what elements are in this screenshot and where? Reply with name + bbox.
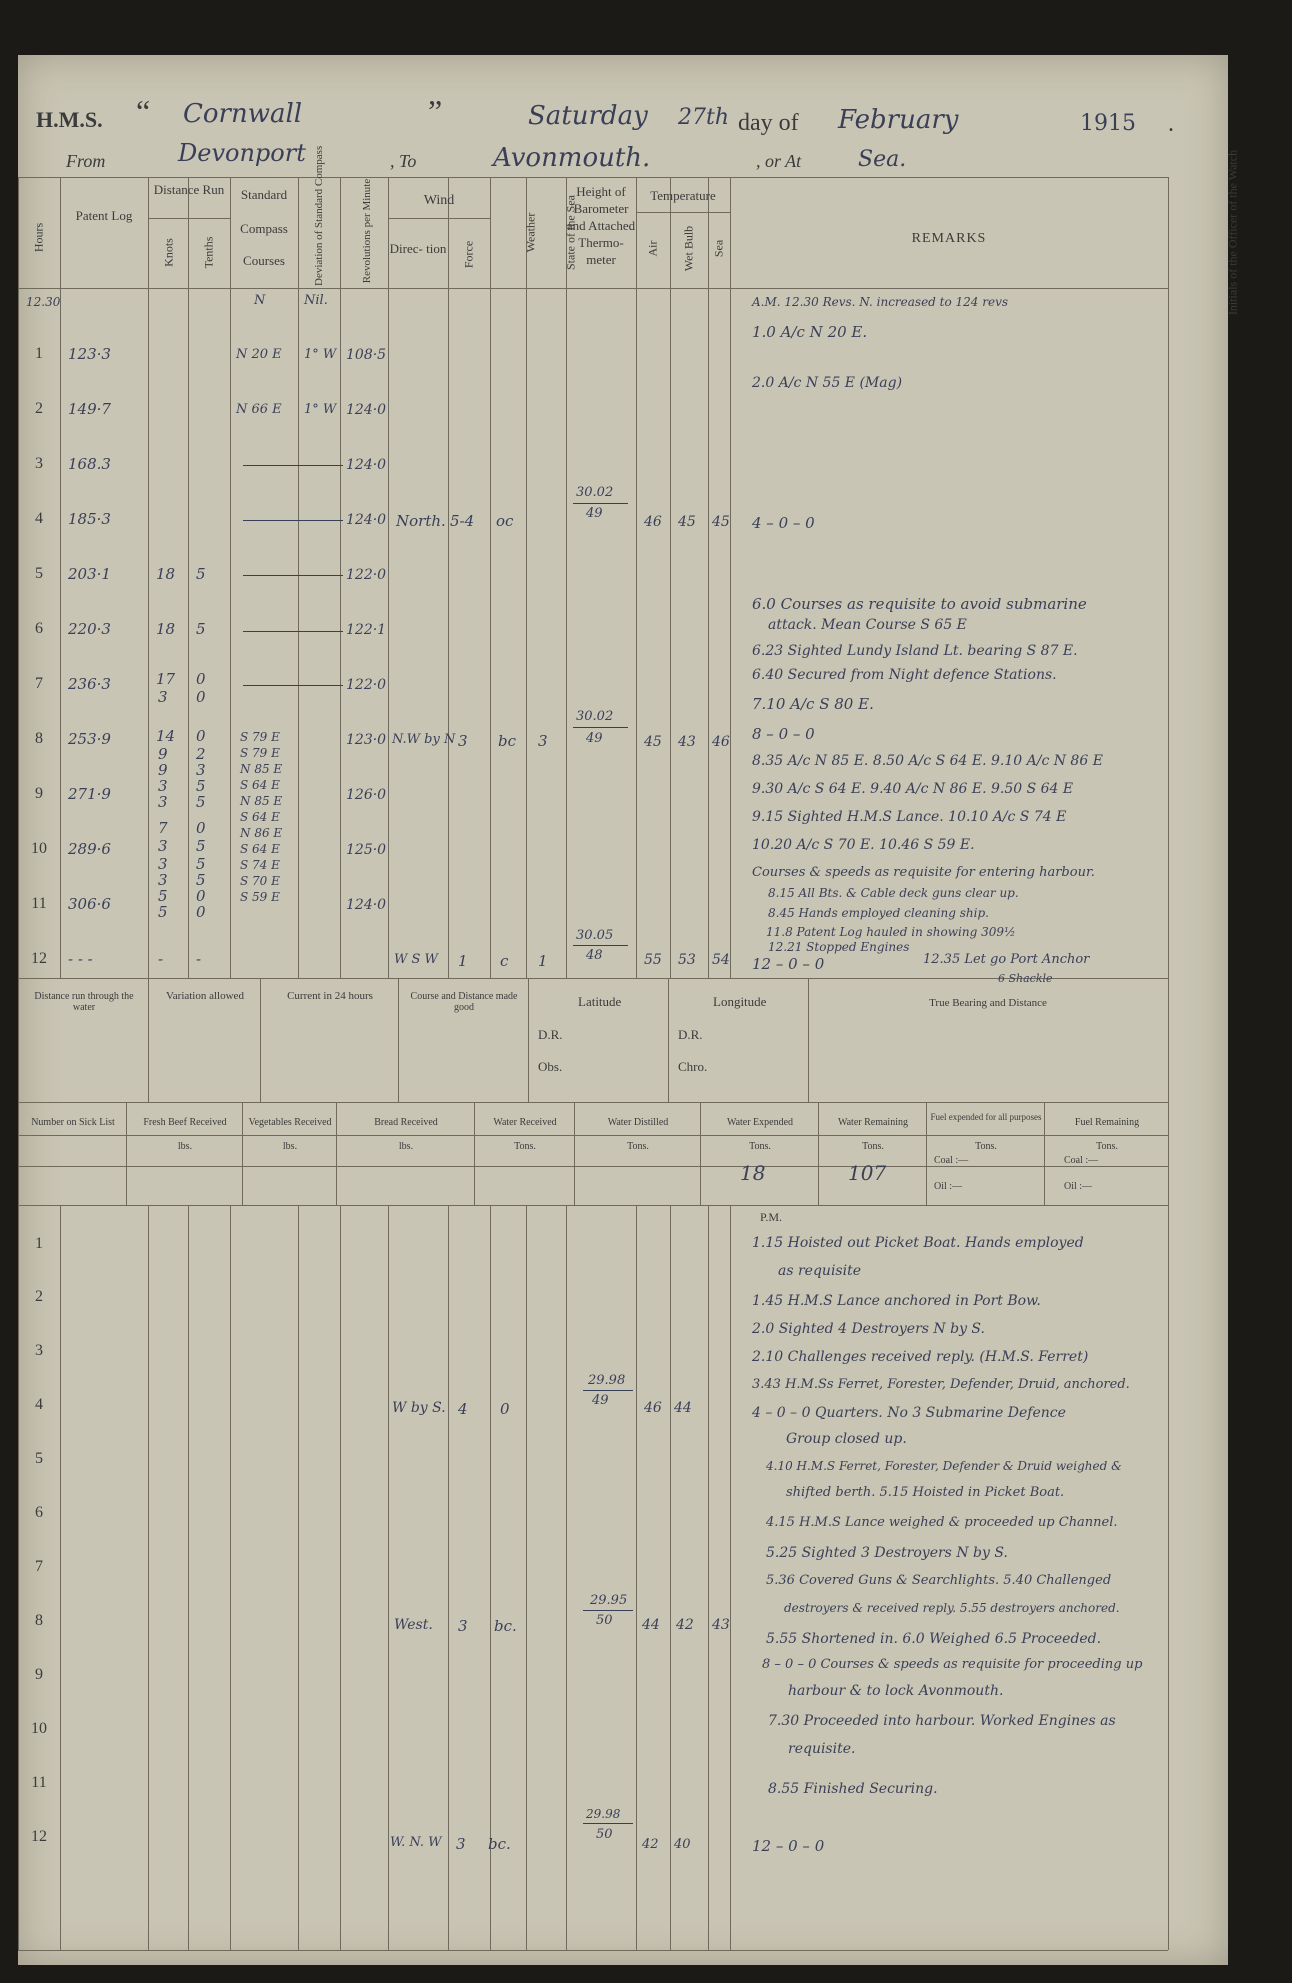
current-label: Current in 24 hours <box>287 990 373 1002</box>
weather: oc <box>496 512 514 530</box>
sea-temp: 45 <box>712 514 730 530</box>
revolutions-value: 122·0 <box>346 677 387 693</box>
barometer: 30.02 <box>576 709 614 724</box>
air-temp: 44 <box>642 1617 660 1633</box>
bread-label: Bread Received <box>374 1117 438 1128</box>
bread-unit: lbs. <box>398 1141 414 1152</box>
knots-value: 9 <box>158 761 168 779</box>
wind-direction: W by S. <box>392 1400 446 1416</box>
lat-dr-label: D.R. <box>538 1027 563 1042</box>
knots-value: 3 <box>158 793 168 811</box>
wet-bulb: 53 <box>678 952 696 968</box>
open-quote: “ <box>136 93 151 129</box>
am-deviation-start: Nil. <box>304 293 328 308</box>
course-value: N 66 E <box>236 402 282 417</box>
from-label: From <box>66 151 106 171</box>
am-hour: 11 <box>31 895 47 912</box>
air-temp: 55 <box>644 952 662 968</box>
sick-list-label: Number on Sick List <box>31 1117 115 1128</box>
patent-log-value: 289·6 <box>68 840 111 858</box>
col-deviation: Deviation of Standard Compass <box>313 145 325 286</box>
am-remark: A.M. 12.30 Revs. N. increased to 124 revs <box>752 295 1009 309</box>
pm-remark: requisite. <box>788 1741 856 1757</box>
revolutions-value: 123·0 <box>346 732 387 748</box>
at-value: Sea. <box>858 147 907 172</box>
am-hour: 5 <box>35 565 43 582</box>
col-remarks: REMARKS <box>911 231 987 246</box>
pm-remark: 5.25 Sighted 3 Destroyers N by S. <box>766 1545 1008 1561</box>
patent-log-value: 306·6 <box>68 895 111 913</box>
col-state-of-sea: State of the Sea <box>563 195 578 270</box>
wind-direction: North. <box>396 512 446 530</box>
pm-hour: 9 <box>35 1666 43 1683</box>
dist-water-label: Distance run through the water <box>34 991 134 1013</box>
col-revolutions: Revolutions per Minute <box>361 178 373 284</box>
pm-remark: 12 – 0 – 0 <box>752 1837 825 1855</box>
pm-hour: 7 <box>35 1558 43 1575</box>
am-remark: 6 Shackle <box>998 972 1053 985</box>
patent-log-value: 236·3 <box>68 675 111 693</box>
weather: bc <box>498 732 517 750</box>
water-rem-unit: Tons. <box>862 1141 884 1152</box>
pm-remark: 1.45 H.M.S Lance anchored in Port Bow. <box>752 1293 1041 1309</box>
pm-remark: 8 – 0 – 0 Courses & speeds as requisite for proceeding up <box>762 1657 1143 1672</box>
true-bearing-label: True Bearing and Distance <box>929 997 1047 1009</box>
pm-hour: 12 <box>31 1828 47 1845</box>
thermometer: 49 <box>586 506 603 521</box>
from-value: Devonport <box>178 139 306 167</box>
thermometer: 50 <box>596 1613 613 1628</box>
air-temp: 46 <box>644 514 662 530</box>
tenths-value: - <box>196 950 202 968</box>
close-quote: ” <box>428 93 443 129</box>
barometer: 29.98 <box>586 1807 621 1821</box>
course-value: S 79 E <box>240 746 280 760</box>
col-air: Air <box>645 240 660 257</box>
wind-force: 3 <box>458 732 468 750</box>
course-value: S 74 E <box>240 858 280 872</box>
pm-remark: shifted berth. 5.15 Hoisted in Picket Boat. <box>786 1485 1065 1500</box>
col-standard: Standard <box>240 187 288 202</box>
wind-force: 3 <box>456 1835 466 1853</box>
patent-log-value: 253·9 <box>68 730 111 748</box>
revolutions-value: 122·1 <box>346 622 387 638</box>
patent-log-value: 185·3 <box>68 510 111 528</box>
wind-force: 3 <box>458 1617 468 1635</box>
pm-remark: 1.15 Hoisted out Picket Boat. Hands employed <box>752 1235 1084 1251</box>
patent-log-value: 149·7 <box>68 400 111 418</box>
tenths-value: 5 <box>196 837 206 855</box>
pm-hour: 2 <box>35 1288 43 1305</box>
pm-label: P.M. <box>760 1210 783 1224</box>
tenths-value: 5 <box>196 620 206 638</box>
am-remark: 12.35 Let go Port Anchor <box>923 952 1090 967</box>
thermometer: 50 <box>596 1827 613 1842</box>
course-value: S 59 E <box>240 890 280 904</box>
course-value: S 64 E <box>240 778 280 792</box>
water-dist-unit: Tons. <box>627 1141 649 1152</box>
col-courses: Courses <box>243 253 285 268</box>
deviation-value: 1° W <box>304 347 337 362</box>
barometer: 29.98 <box>588 1373 626 1388</box>
tenths-value: 0 <box>196 688 206 706</box>
month-value: February <box>838 105 959 135</box>
revolutions-value: 122·0 <box>346 567 387 583</box>
revolutions-value: 125·0 <box>346 842 387 858</box>
state-of-sea: 3 <box>538 732 548 750</box>
pm-remark: 7.30 Proceeded into harbour. Worked Engines as <box>768 1713 1116 1729</box>
pm-remark: Group closed up. <box>786 1431 907 1447</box>
wet-bulb: 42 <box>676 1617 694 1633</box>
pm-remark: 8.55 Finished Securing. <box>768 1781 938 1797</box>
am-remark: Courses & speeds as requisite for entering harbour. <box>752 865 1095 880</box>
barometer: 29.95 <box>590 1593 628 1608</box>
col-sea-temp: Sea <box>711 239 726 258</box>
fuel-exp-oil: Oil :— <box>934 1181 963 1192</box>
pm-remark: 4.15 H.M.S Lance weighed & proceeded up Channel. <box>766 1515 1118 1530</box>
fresh-beef-label: Fresh Beef Received <box>143 1117 227 1128</box>
col-distance-run: Distance Run <box>153 182 225 197</box>
am-hour: 8 <box>35 730 43 747</box>
day-name: Saturday <box>528 101 648 131</box>
wind-direction: N.W by N <box>392 732 456 747</box>
or-at-label: , or At <box>756 151 802 171</box>
patent-log-value: 168.3 <box>68 455 111 473</box>
col-temperature: Temperature <box>650 188 716 203</box>
pm-hour: 3 <box>35 1342 43 1359</box>
am-course-start: N <box>254 293 266 308</box>
am-remark: 11.8 Patent Log hauled in showing 309½ <box>766 925 1016 939</box>
wind-force: 1 <box>458 952 468 970</box>
col-barometer: Height of Barometer and Attached Thermo- meter <box>566 184 636 267</box>
course-value: N 85 E <box>240 794 283 808</box>
lat-obs-label: Obs. <box>538 1059 563 1074</box>
water-exp-unit: Tons. <box>749 1141 771 1152</box>
sea-temp: 54 <box>712 952 730 968</box>
fuel-exp-unit: Tons. <box>975 1141 997 1152</box>
weather: bc. <box>488 1835 511 1853</box>
air-temp: 46 <box>644 1400 662 1416</box>
officer-initials-label: Initials of the Officer of the Watch <box>1225 149 1240 316</box>
col-compass: Compass <box>240 221 288 236</box>
course-value: S 64 E <box>240 842 280 856</box>
col-wind: Wind <box>423 193 455 208</box>
tenths-value: 0 <box>196 887 206 905</box>
tenths-value: 5 <box>196 871 206 889</box>
tenths-value: 2 <box>196 745 206 763</box>
longitude-label: Longitude <box>713 994 767 1009</box>
am-hour: 12 <box>31 950 47 967</box>
knots-value: 3 <box>158 777 168 795</box>
am-hour: 6 <box>35 620 43 637</box>
weather: c <box>500 952 509 970</box>
am-hour: 10 <box>31 840 47 857</box>
tenths-value: 5 <box>196 777 206 795</box>
col-wind-force: Force <box>461 240 476 269</box>
tenths-value: 3 <box>196 761 206 779</box>
am-remark: 7.10 A/c S 80 E. <box>752 695 874 713</box>
am-remark: 9.15 Sighted H.M.S Lance. 10.10 A/c S 74 E <box>752 809 1067 825</box>
am-remark: 8.15 All Bts. & Cable deck guns clear up. <box>768 886 1019 900</box>
hms-label: H.M.S. <box>36 107 103 132</box>
water-distilled-label: Water Distilled <box>607 1117 669 1128</box>
am-remark: 8 – 0 – 0 <box>752 725 815 743</box>
tenths-value: 0 <box>196 903 206 921</box>
course-value: S 70 E <box>240 874 280 888</box>
patent-log-value: 271·9 <box>68 785 111 803</box>
knots-value: 3 <box>158 837 168 855</box>
tenths-value: 0 <box>196 670 206 688</box>
col-patent-log: Patent Log <box>75 208 133 223</box>
revolutions-value: 124·0 <box>346 897 387 913</box>
patent-log-value: - - - <box>68 950 93 968</box>
am-remark: 12.21 Stopped Engines <box>768 940 910 954</box>
wet-bulb: 40 <box>674 1837 691 1852</box>
fuel-rem-oil: Oil :— <box>1064 1181 1093 1192</box>
water-remaining-label: Water Remaining <box>837 1117 908 1128</box>
am-start-hour: 12.30 <box>26 295 61 309</box>
revolutions-value: 124·0 <box>346 402 387 418</box>
col-hours: Hours <box>31 222 46 253</box>
course-value: S 64 E <box>240 810 280 824</box>
fuel-rem-unit: Tons. <box>1096 1141 1118 1152</box>
am-remark: 6.0 Courses as requisite to avoid submarine <box>752 595 1087 613</box>
knots-value: - <box>158 950 164 968</box>
weather: bc. <box>494 1617 517 1635</box>
am-hour: 7 <box>35 675 43 692</box>
tenths-value: 5 <box>196 793 206 811</box>
pm-remark: 4 – 0 – 0 Quarters. No 3 Submarine Defence <box>752 1405 1066 1421</box>
revolutions-value: 108·5 <box>346 347 387 363</box>
patent-log-value: 220·3 <box>68 620 111 638</box>
wind-force: 4 <box>458 1400 468 1418</box>
water-remaining-value: 107 <box>848 1161 887 1185</box>
am-remark: attack. Mean Course S 65 E <box>768 617 967 633</box>
knots-value: 17 <box>156 670 176 688</box>
col-tenths: Tenths <box>201 236 216 269</box>
revolutions-value: 124·0 <box>346 457 387 473</box>
am-remark: 6.23 Sighted Lundy Island Lt. bearing S 87 E. <box>752 643 1078 659</box>
thermometer: 49 <box>586 731 603 746</box>
thermometer: 48 <box>586 948 603 963</box>
variation-label: Variation allowed <box>166 990 244 1002</box>
to-label: , To <box>390 151 417 171</box>
course-value: N 20 E <box>236 347 282 362</box>
day-of-label: day of <box>738 110 799 136</box>
air-temp: 42 <box>642 1837 659 1852</box>
year-value: 1915 <box>1080 111 1136 136</box>
tenths-value: 5 <box>196 565 206 583</box>
patent-log-value: 123·3 <box>68 345 111 363</box>
pm-remark: 5.55 Shortened in. 6.0 Weighed 6.5 Proceeded. <box>766 1631 1102 1647</box>
fuel-remaining-label: Fuel Remaining <box>1074 1117 1140 1128</box>
log-page: H.M.S. “ Cornwall ” Saturday 27th day of February 1915 . From Devonport , To Avonmouth. , or At Sea. Initials of the Officer of the Watch Hours Patent Log Distance Run Knots Tenths Standard Compass Courses Deviation of Standard Compass Revolutions per Minute Wind Direc- tion Force Weather State of the Sea Height of Barometer and Attached Thermo- meter Temperature Air Wet Bulb Sea REMARKS 12.30 1 2 3 4 5 6 7 8 9 10 11 12 N Nil. 123·3 149·7 168.3 185·3 203·1 220·3 236·3 253·9 271·9 289·6 306·6 - - - 18 5 18 5 17 0 3 0 14 0 9 2 9 3 3 5 3 5 7 0 3 5 3 5 3 5 5 0 5 0 - - N 20 E N 66 E S 79 E S 79 E N 85 E S 64 E N 85 E S 64 E N 86 E S 64 E S 74 E S 70 E S 59 E 1° W 1° W 108·5 124·0 124·0 124·0 122·0 122·1 122·0 123·0 126·0 125·0 124·0 North. 5-4 oc 30.02 49 46 45 45 N.W by N 3 bc 3 30.02 49 45 43 46 W S W 1 c 1 30.05 48 55 53 54 A.M. 12.30 Revs. N. increased to 124 revs 1.0 A/c N 20 E. 2.0 A/c N 55 E (Mag) 4 – 0 – 0 6.0 Courses as requisite to avoid submarine attack. Mean Course S 65 E 6.23 Sighted Lundy Island Lt. bearing S 87 E. 6.40 Secured from Night defence Stations. 7.10 A/c S 80 E. 8 – 0 – 0 8.35 A/c N 85 E. 8.50 A/c S 64 E. 9.10 A/c N 86 E 9.30 A/c S 64 E. 9.40 A/c N 86 E. 9.50 S 64 E 9.15 Sighted H.M.S Lance. 10.10 A/c S 74 E 10.20 A/c S 70 E. 10.46 S 59 E. Courses & speeds as requisite for entering harbour. 8.15 All Bts. & Cable deck guns clear up. 8.45 Hands employed cleaning ship. 11.8 Patent Log hauled in showing 309½ 12.21 Stopped Engines 12 – 0 – 0 12.35 Let go Port Anchor 6 Shackle Distance run through the water Variation allowed Current in 24 hours Course and Distance made good Latitude D.R. Obs. Longitude D.R. Chro. True Bearing and Distance Number on Sick List Fresh Beef Received Vegetables Received Bread Received Water Received Water Distilled Water Expended Water Remaining Fuel expended for all purposes Fuel Remaining lbs. lbs. lbs. Tons. Tons. Tons. Tons. Tons. Tons. Coal :— Oil :— Coal :— Oil :— 18 107 P.M. 1 2 3 4 5 6 7 8 9 10 11 12 W by S. 4 0 29.98 49 46 44 West. 3 bc. 29.95 50 44 42 43 W. N. W 3 bc. 29.98 50 42 40 1.15 Hoisted out Picket Boat. Hands employed as requisite 1.45 H.M.S Lance anchored in Port Bow. 2.0 Sighted 4 Destroyers N by S. 2.10 Challenges received reply. (H.M.S. Ferret) 3.43 H.M.Ss Ferret, Forester, Defender, Druid, anchored. 4 – 0 – 0 Quarters. No 3 Submarine Defence Group closed up. 4.10 H.M.S Ferret, Forester, Defender & Druid weighed & shifted berth. 5.15 Hoisted in Picket Boat. 4.15 H.M.S Lance weighed & proceeded up Channel. 5.25 Sighted 3 Destroyers N by S. 5.36 Covered Guns & Searchlights. 5.40 Challenged destroyers & received reply. 5.55 destroyers anchored. 5.55 Shortened in. 6.0 Weighed 6.5 Proceeded. 8 – 0 – 0 Courses & speeds as requisite for proceeding up harbour & to lock Avonmouth. 7.30 Proceeded into harbour. Worked Engines as requisite. 8.55 Finished Securing. 12 – 0 – 0 <box>18 55 1228 1965</box>
col-knots: Knots <box>161 238 176 267</box>
date-value: 27th <box>678 105 730 130</box>
water-received-label: Water Received <box>493 1117 557 1128</box>
pm-hour: 6 <box>35 1504 43 1521</box>
vegetables-label: Vegetables Received <box>248 1117 332 1128</box>
knots-value: 5 <box>158 903 168 921</box>
wind-force: 5-4 <box>450 512 475 530</box>
am-hour: 1 <box>35 345 43 362</box>
state-of-sea: 1 <box>538 952 548 970</box>
water-expended-value: 18 <box>740 1161 766 1185</box>
wet-bulb: 44 <box>674 1400 692 1416</box>
water-expended-label: Water Expended <box>726 1117 794 1128</box>
knots-value: 5 <box>158 887 168 905</box>
pm-hour: 8 <box>35 1612 43 1629</box>
knots-value: 18 <box>156 565 176 583</box>
knots-value: 18 <box>156 620 176 638</box>
col-wet-bulb: Wet Bulb <box>681 225 696 272</box>
am-remark: 12 – 0 – 0 <box>752 955 825 973</box>
wet-bulb: 45 <box>678 514 696 530</box>
wind-direction: W. N. W <box>390 1835 442 1850</box>
course-value: N 85 E <box>240 762 283 776</box>
air-temp: 45 <box>644 734 662 750</box>
knots-value: 7 <box>158 819 168 837</box>
knots-value: 3 <box>158 688 168 706</box>
pm-hour: 1 <box>35 1235 43 1252</box>
am-remark: 10.20 A/c S 70 E. 10.46 S 59 E. <box>752 837 975 853</box>
latitude-label: Latitude <box>578 994 622 1009</box>
revolutions-value: 126·0 <box>346 787 387 803</box>
am-remark: 6.40 Secured from Night defence Stations. <box>752 667 1057 683</box>
lon-dr-label: D.R. <box>678 1027 703 1042</box>
knots-value: 3 <box>158 855 168 873</box>
am-hour: 4 <box>35 510 43 527</box>
fuel-rem-coal: Coal :— <box>1064 1155 1099 1166</box>
knots-value: 9 <box>158 745 168 763</box>
pm-remark: 3.43 H.M.Ss Ferret, Forester, Defender, Druid, anchored. <box>752 1377 1130 1392</box>
am-hour: 9 <box>35 785 43 802</box>
am-remark: 8.45 Hands employed cleaning ship. <box>768 906 989 920</box>
pm-remark: destroyers & received reply. 5.55 destroyers anchored. <box>784 1601 1120 1615</box>
pm-remark: as requisite <box>778 1263 861 1279</box>
tenths-value: 5 <box>196 855 206 873</box>
pm-remark: 4.10 H.M.S Ferret, Forester, Defender & Druid weighed & <box>766 1459 1122 1473</box>
pm-hour: 11 <box>31 1774 47 1791</box>
am-remark: 1.0 A/c N 20 E. <box>752 323 868 341</box>
am-remark: 2.0 A/c N 55 E (Mag) <box>752 375 903 391</box>
pm-hour: 4 <box>35 1396 43 1413</box>
ship-name: Cornwall <box>183 99 303 129</box>
barometer: 30.02 <box>576 485 614 500</box>
weather: 0 <box>500 1400 510 1418</box>
tenths-value: 0 <box>196 819 206 837</box>
thermometer: 49 <box>592 1393 609 1408</box>
am-hour: 3 <box>35 455 43 472</box>
pm-hour: 10 <box>31 1720 47 1737</box>
course-value: N 86 E <box>240 826 283 840</box>
tenths-value: 0 <box>196 727 206 745</box>
pm-remark: 5.36 Covered Guns & Searchlights. 5.40 Challenged <box>766 1573 1112 1588</box>
am-remark: 4 – 0 – 0 <box>752 514 815 532</box>
course-distance-label: Course and Distance made good <box>410 991 518 1013</box>
pm-hour: 5 <box>35 1450 43 1467</box>
pm-remark: 2.10 Challenges received reply. (H.M.S. Ferret) <box>752 1349 1089 1365</box>
veg-unit: lbs. <box>282 1141 298 1152</box>
fuel-exp-coal: Coal :— <box>934 1155 969 1166</box>
barometer: 30.05 <box>576 928 614 943</box>
fuel-expended-label: Fuel expended for all purposes <box>930 1112 1042 1122</box>
am-remark: 8.35 A/c N 85 E. 8.50 A/c S 64 E. 9.10 A/c N 86 E <box>752 753 1103 769</box>
sea-temp: 46 <box>712 734 730 750</box>
wet-bulb: 43 <box>678 734 696 750</box>
deviation-value: 1° W <box>304 402 337 417</box>
wind-direction: W S W <box>394 952 438 967</box>
to-value: Avonmouth. <box>493 143 651 173</box>
knots-value: 14 <box>156 727 176 745</box>
col-wind-direction: Direc- tion <box>389 241 447 256</box>
pm-remark: 2.0 Sighted 4 Destroyers N by S. <box>752 1321 985 1337</box>
revolutions-value: 124·0 <box>346 512 387 528</box>
water-recv-unit: Tons. <box>514 1141 536 1152</box>
pm-remark: harbour & to lock Avonmouth. <box>788 1683 1004 1699</box>
am-hour: 2 <box>35 400 43 417</box>
beef-unit: lbs. <box>177 1141 193 1152</box>
am-remark: 9.30 A/c S 64 E. 9.40 A/c N 86 E. 9.50 S 64 E <box>752 781 1074 797</box>
patent-log-value: 203·1 <box>68 565 111 583</box>
col-weather: Weather <box>523 212 538 253</box>
sea-temp: 43 <box>712 1617 730 1633</box>
lon-chro-label: Chro. <box>678 1059 708 1074</box>
course-value: S 79 E <box>240 730 280 744</box>
knots-value: 3 <box>158 871 168 889</box>
wind-direction: West. <box>394 1617 433 1633</box>
